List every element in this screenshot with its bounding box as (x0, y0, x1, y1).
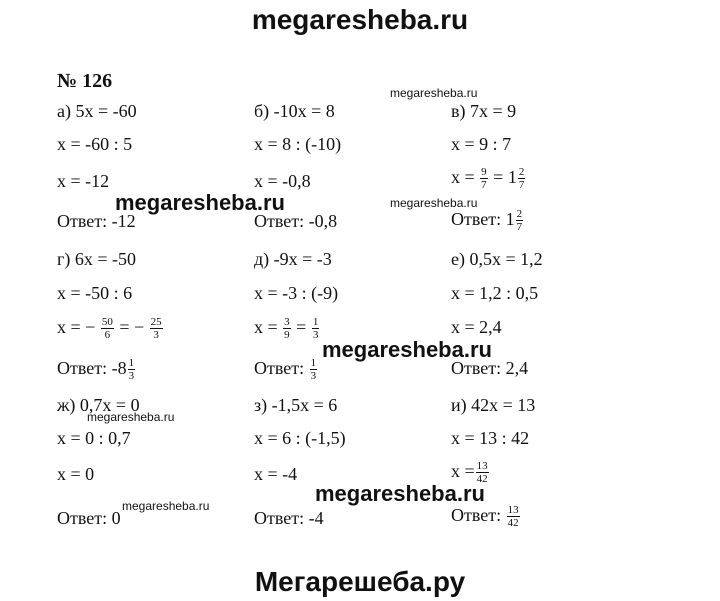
eq-i-statement: и) 42x = 13 (451, 395, 536, 415)
fraction-denominator: 7 (481, 179, 487, 192)
eq-zh-result: x = 0 (57, 464, 95, 484)
eq-zh-step: x = 0 : 0,7 (57, 428, 131, 448)
fraction-denominator: 3 (128, 370, 135, 383)
eq-v-fraction-1 (480, 166, 488, 191)
watermark: megaresheba.ru (115, 190, 285, 215)
eq-z-step: x = 6 : (-1,5) (254, 428, 346, 448)
eq-d-statement: д) -9x = -3 (254, 249, 332, 269)
eq-d-answer (254, 357, 318, 382)
eq-g-statement: г) 6x = -50 (57, 249, 137, 269)
eq-g-answer-prefix: Ответ: -8 (57, 358, 127, 378)
eq-g-fraction-1 (101, 316, 114, 341)
eq-g-result-prefix: x = − (57, 317, 96, 337)
eq-v-step: x = 9 : 7 (451, 134, 512, 154)
eq-d-step: x = -3 : (-9) (254, 283, 339, 303)
eq-v-answer-fraction (516, 208, 524, 233)
fraction-denominator: 7 (516, 221, 523, 234)
site-footer: Мегарешеба.ру (254, 566, 466, 597)
eq-i-result-prefix: x = (451, 461, 475, 481)
eq-g-result (57, 316, 164, 341)
fraction-denominator: 9 (284, 329, 290, 342)
eq-e-result: x = 2,4 (451, 317, 502, 337)
eq-i-step: x = 13 : 42 (451, 428, 530, 448)
fraction-denominator: 42 (507, 517, 519, 530)
fraction-numerator: 25 (150, 316, 162, 329)
eq-a-step: x = -60 : 5 (57, 134, 133, 154)
eq-z-statement: з) -1,5x = 6 (254, 395, 338, 415)
eq-d-answer-fraction (310, 357, 318, 382)
eq-a-statement: а) 5x = -60 (57, 101, 137, 121)
eq-z-result: x = -4 (254, 464, 298, 484)
eq-e-answer: Ответ: 2,4 (451, 358, 529, 378)
eq-v-statement: в) 7x = 9 (451, 101, 517, 121)
fraction-numerator: 9 (481, 166, 487, 179)
eq-g-step: x = -50 : 6 (57, 283, 133, 303)
fraction-denominator: 6 (104, 329, 111, 342)
watermark: megaresheba.ru (322, 337, 492, 362)
eq-a-answer: Ответ: -12 (57, 211, 136, 231)
eq-v-whole: 1 (507, 167, 517, 187)
eq-g-fraction-2 (150, 316, 163, 341)
eq-zh-answer: Ответ: 0 (57, 508, 121, 528)
watermark: megaresheba.ru (87, 410, 175, 424)
eq-g-answer (57, 357, 136, 382)
fraction-denominator: 42 (476, 473, 488, 486)
eq-v-fraction-2 (518, 166, 526, 191)
eq-g-equals: = − (119, 317, 145, 337)
eq-d-fraction-1 (283, 316, 291, 341)
fraction-denominator: 3 (153, 329, 159, 342)
eq-e-step: x = 1,2 : 0,5 (451, 283, 539, 303)
fraction-numerator: 1 (310, 357, 317, 370)
problem-number: № 126 (57, 70, 113, 92)
watermark: megaresheba.ru (315, 481, 485, 506)
eq-b-statement: б) -10x = 8 (254, 101, 335, 121)
eq-g-answer-fraction (128, 357, 136, 382)
fraction-numerator: 2 (518, 166, 525, 179)
site-header: megaresheba.ru (251, 4, 469, 35)
eq-i-answer-prefix: Ответ: (451, 505, 502, 525)
eq-v-answer-prefix: Ответ: (451, 209, 502, 229)
watermark: megaresheba.ru (390, 196, 478, 210)
fraction-denominator: 3 (310, 370, 317, 383)
eq-v-answer (451, 208, 524, 233)
fraction-numerator: 13 (507, 504, 519, 517)
fraction-denominator: 3 (312, 329, 319, 342)
eq-d-answer-prefix: Ответ: (254, 358, 305, 378)
watermark: megaresheba.ru (390, 86, 478, 100)
eq-d-equals: = (296, 317, 307, 337)
fraction-numerator: 50 (101, 316, 113, 329)
fraction-numerator: 1 (128, 357, 135, 370)
eq-b-step: x = 8 : (-10) (254, 134, 342, 154)
eq-b-result: x = -0,8 (254, 171, 311, 191)
eq-d-fraction-2 (312, 316, 320, 341)
fraction-numerator: 13 (476, 460, 488, 473)
fraction-numerator: 2 (516, 208, 523, 221)
eq-v-result-prefix: x = (451, 167, 475, 187)
eq-i-answer-fraction (507, 504, 520, 529)
eq-e-statement: е) 0,5x = 1,2 (451, 249, 543, 269)
fraction-denominator: 7 (518, 179, 525, 192)
eq-v-answer-whole: 1 (505, 209, 515, 229)
eq-a-result: x = -12 (57, 171, 110, 191)
eq-i-answer (451, 504, 521, 529)
eq-b-answer: Ответ: -0,8 (254, 211, 338, 231)
eq-v-equals: = (493, 167, 504, 187)
eq-z-answer: Ответ: -4 (254, 508, 324, 528)
fraction-numerator: 3 (284, 316, 290, 329)
eq-d-result-prefix: x = (254, 317, 278, 337)
eq-d-result (254, 316, 320, 341)
eq-zh-statement: ж) 0,7x = 0 (57, 395, 140, 415)
fraction-numerator: 1 (312, 316, 319, 329)
eq-v-result (451, 166, 526, 191)
watermark: megaresheba.ru (122, 499, 210, 513)
